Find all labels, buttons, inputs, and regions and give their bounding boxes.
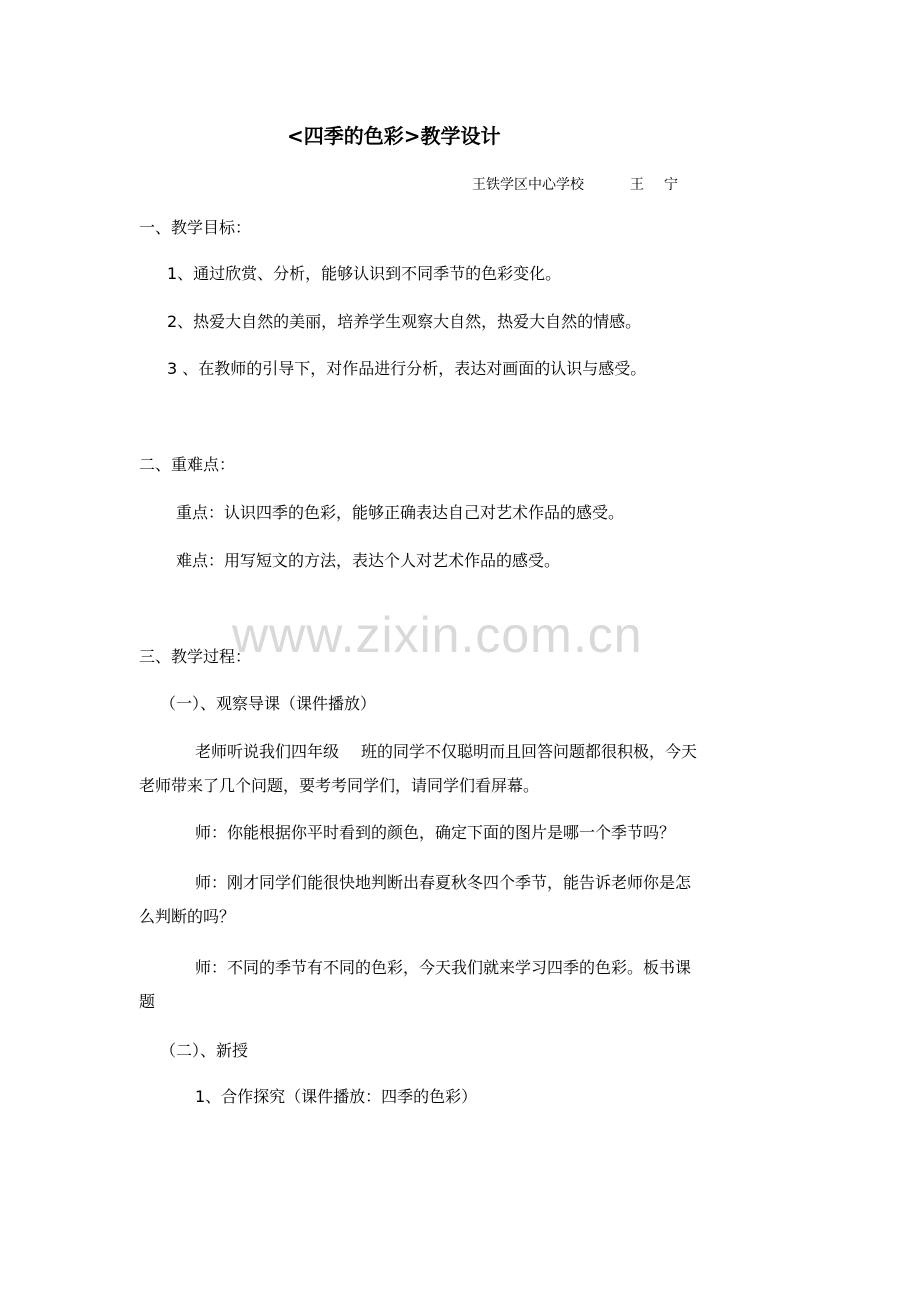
paragraph-1-line-1 — [195, 742, 697, 762]
sub-item-1: 1、合作探究（课件播放：四季的色彩） — [195, 1087, 478, 1106]
paragraph-4-line-1: 师：不同的季节有不同的色彩，今天我们就来学习四季的色彩。板书课 — [195, 958, 692, 977]
difficult-point: 难点：用写短文的方法，表达个人对艺术作品的感受。 — [176, 551, 561, 570]
objective-item-1: 1、通过欣赏、分析，能够认识到不同季节的色彩变化。 — [167, 264, 562, 283]
section-3-heading: 三、教学过程： — [139, 647, 252, 666]
watermark-text: www.zixin.com.cn — [232, 607, 643, 663]
paragraph-3-line-1: 师：刚才同学们能很快地判断出春夏秋冬四个季节，能告诉老师你是怎 — [195, 873, 692, 892]
objective-item-3: 3 、在教师的引导下，对作品进行分析，表达对画面的认识与感受。 — [167, 359, 647, 378]
key-point: 重点：认识四季的色彩，能够正确表达自己对艺术作品的感受。 — [176, 503, 625, 522]
paragraph-1-text-b: 班的同学不仅聪明而且回答问题都很积极，今天 — [361, 742, 698, 761]
paragraph-1-line-2: 老师带来了几个问题，要考考同学们，请同学们看屏幕。 — [139, 776, 540, 795]
paragraph-1-text-a: 老师听说我们四年级 — [195, 742, 340, 761]
section-2-heading: 二、重难点： — [139, 455, 236, 474]
part-2-heading: （二）、新授 — [160, 1041, 249, 1060]
objective-item-2: 2、热爱大自然的美丽，培养学生观察大自然，热爱大自然的情感。 — [167, 312, 642, 331]
author-name-second: 宁 — [664, 177, 678, 193]
document-title: <四季的色彩>教学设计 — [287, 124, 501, 148]
author-school: 王铁学区中心学校 — [472, 177, 584, 193]
author-line — [472, 176, 678, 194]
paragraph-4-line-2: 题 — [139, 992, 156, 1011]
section-1-heading: 一、教学目标： — [139, 218, 252, 237]
author-name-first: 王 — [630, 177, 644, 193]
part-1-heading: （一）、观察导课（课件播放） — [160, 694, 377, 713]
paragraph-2: 师：你能根据你平时看到的颜色，确定下面的图片是哪一个季节吗？ — [195, 823, 676, 842]
paragraph-3-line-2: 么判断的吗？ — [139, 907, 236, 926]
